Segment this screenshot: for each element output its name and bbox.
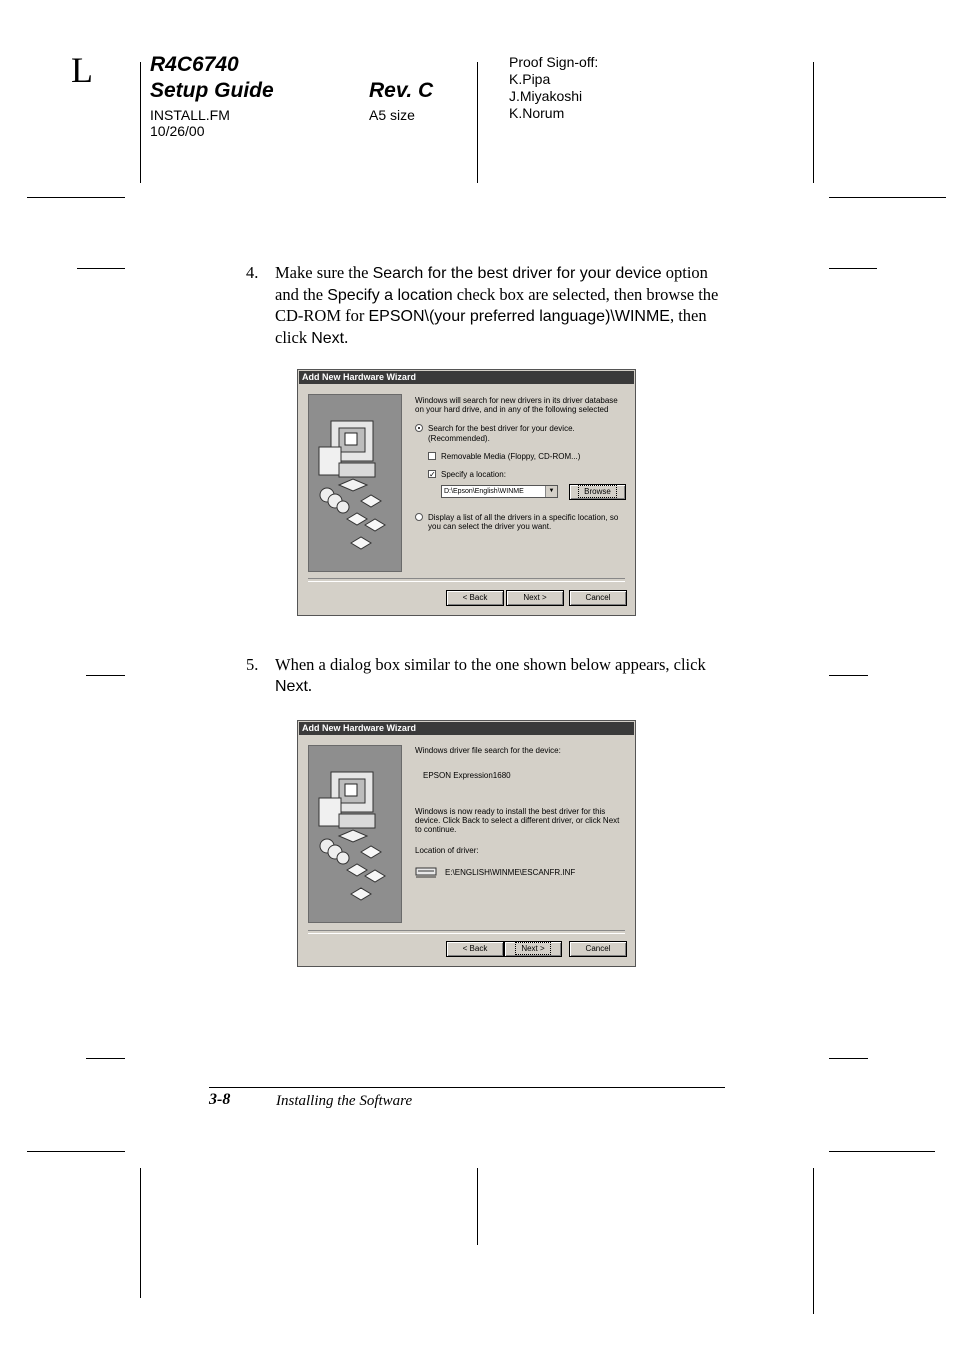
divider xyxy=(308,578,625,582)
dialog-title: Add New Hardware Wizard xyxy=(299,371,634,384)
search-best-driver-label: (Recommended). xyxy=(428,434,490,443)
proof-name: K.Pipa xyxy=(509,71,551,87)
ui-term: EPSON\(your preferred language)\WINME xyxy=(368,308,670,325)
computer-illustration-icon xyxy=(309,395,401,571)
chevron-down-icon[interactable]: ▼ xyxy=(545,486,557,497)
proof-name: J.Miyakoshi xyxy=(509,88,583,104)
intro-text: on your hard drive, and in any of the following selected xyxy=(415,405,609,414)
crop-mark xyxy=(86,675,125,676)
crop-mark xyxy=(829,197,946,198)
proof-name: K.Norum xyxy=(509,105,565,121)
removable-media-label: Removable Media (Floppy, CD-ROM...) xyxy=(441,452,581,461)
text-run: , then click xyxy=(275,306,707,347)
crop-mark xyxy=(27,1151,125,1152)
corner-letter: L xyxy=(71,50,93,90)
wizard-dialog-search xyxy=(297,369,636,616)
crop-mark xyxy=(140,62,141,183)
crop-mark xyxy=(813,1168,814,1314)
text-run: option and the xyxy=(275,263,708,304)
location-label: Location of driver: xyxy=(415,846,479,855)
intro-text: Windows will search for new drivers in its driver database xyxy=(415,396,618,405)
ready-text: device. Click Back to select a different driver, or click Next xyxy=(415,816,620,825)
crop-mark xyxy=(477,1168,478,1245)
display-list-label: you can select the driver you want. xyxy=(428,522,552,531)
crop-mark xyxy=(477,62,478,183)
device-name: EPSON Expression1680 xyxy=(423,771,511,780)
search-best-driver-radio[interactable] xyxy=(415,424,423,432)
ready-text: Windows is now ready to install the best driver for this xyxy=(415,807,606,816)
proof-label: Proof Sign-off: xyxy=(509,54,599,70)
text-run: Make sure the xyxy=(275,263,373,282)
display-list-label: Display a list of all the drivers in a specific location, so xyxy=(428,513,619,522)
file-name: INSTALL.FM xyxy=(150,107,230,123)
text-run: . xyxy=(307,675,313,695)
step-text xyxy=(275,263,735,349)
location-value: D:\Epson\English\WINME xyxy=(444,488,524,495)
crop-mark xyxy=(77,268,125,269)
location-combo[interactable] xyxy=(441,485,558,498)
search-label: Windows driver file search for the device: xyxy=(415,746,561,755)
crop-mark xyxy=(813,62,814,183)
removable-media-checkbox[interactable] xyxy=(428,452,436,460)
ready-text: to continue. xyxy=(415,825,457,834)
divider xyxy=(308,930,625,934)
cd-drive-icon xyxy=(415,865,437,879)
section-title: Installing the Software xyxy=(276,1093,413,1109)
crop-mark xyxy=(27,197,125,198)
footer-rule xyxy=(209,1087,725,1088)
location-value: E:\ENGLISH\WINME\ESCANFR.INF xyxy=(445,868,576,877)
search-best-driver-label: Search for the best driver for your device. xyxy=(428,424,575,433)
text-run: . xyxy=(344,327,349,347)
ui-term: Next xyxy=(311,329,345,347)
next-label: Next > xyxy=(517,944,548,953)
back-button[interactable]: < Back xyxy=(446,590,504,606)
display-list-radio[interactable] xyxy=(415,513,423,521)
specify-location-checkbox[interactable]: ✓ xyxy=(429,470,436,479)
next-button[interactable]: Next > xyxy=(506,590,564,606)
crop-mark xyxy=(829,1058,868,1059)
crop-mark xyxy=(829,1151,935,1152)
text-run: When a dialog box similar to the one shown below appears, click xyxy=(275,655,706,674)
ui-term: Next xyxy=(275,677,308,695)
step-number: 5. xyxy=(246,655,259,674)
browse-button[interactable] xyxy=(569,484,626,500)
product-code: R4C6740 xyxy=(150,53,239,76)
text-run: check box are selected, then browse the CD-ROM for xyxy=(275,284,719,325)
wizard-illustration xyxy=(308,394,402,572)
paper-size: A5 size xyxy=(369,107,415,123)
browse-label: Browse xyxy=(580,487,615,496)
step-number: 4. xyxy=(246,263,259,282)
page-number: 3-8 xyxy=(209,1091,231,1108)
file-date: 10/26/00 xyxy=(150,123,205,139)
specify-location-label: Specify a location: xyxy=(441,470,506,479)
guide-title: Setup Guide xyxy=(150,79,274,102)
crop-mark xyxy=(829,675,868,676)
revision: Rev. C xyxy=(369,79,434,102)
ui-term: Specify a location xyxy=(327,286,453,304)
dialog-title: Add New Hardware Wizard xyxy=(299,722,634,735)
crop-mark xyxy=(829,268,877,269)
crop-mark xyxy=(140,1168,141,1298)
cancel-button[interactable]: Cancel xyxy=(569,590,627,606)
back-button[interactable]: < Back xyxy=(446,941,504,957)
wizard-dialog-ready xyxy=(297,720,636,967)
next-button[interactable] xyxy=(504,941,562,957)
step-text xyxy=(275,655,735,697)
cancel-button[interactable]: Cancel xyxy=(569,941,627,957)
crop-mark xyxy=(86,1058,125,1059)
ui-term: Search for the best driver for your device xyxy=(372,265,662,282)
computer-illustration-icon xyxy=(309,746,401,922)
wizard-illustration xyxy=(308,745,402,923)
